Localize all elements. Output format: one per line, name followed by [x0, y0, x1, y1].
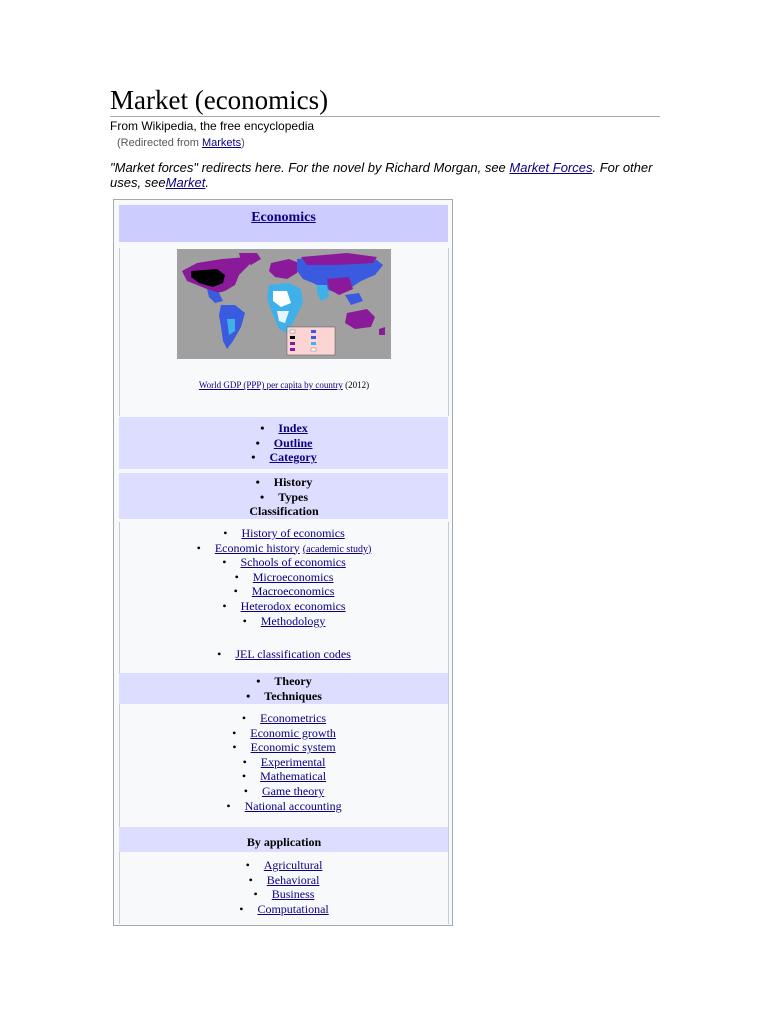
technique-link[interactable]: Game theory — [261, 783, 325, 798]
list-item — [114, 541, 454, 556]
hatnote-text-1: "Market forces" redirects here. For the novel by Richard Morgan, see — [110, 160, 510, 175]
world-map-image — [177, 249, 391, 359]
section1-list — [114, 475, 454, 504]
list-item — [114, 599, 454, 614]
application-link[interactable]: Agricultural — [263, 858, 323, 872]
list-item — [114, 450, 454, 465]
map-caption-link[interactable]: World GDP (PPP) per capita by country — [198, 380, 343, 390]
list-item — [114, 769, 454, 784]
application-header: By application — [246, 835, 322, 849]
redirect-link-markets[interactable]: Markets — [201, 137, 242, 149]
list-item — [114, 902, 454, 917]
list-item — [114, 726, 454, 741]
list-item — [114, 784, 454, 799]
technique-link[interactable]: Mathematical — [260, 769, 327, 784]
list-item: • Theory — [114, 674, 454, 689]
hatnote-text-2: . For other uses, see — [110, 160, 653, 190]
page-title: Market (economics) — [110, 84, 660, 117]
list-item — [114, 570, 454, 585]
redirect-prefix: (Redirected from — [117, 137, 202, 149]
list-item — [114, 740, 454, 755]
redirect-note — [117, 137, 245, 149]
section2-list — [114, 674, 454, 703]
list-item: • Techniques — [114, 689, 454, 704]
hatnote-text-3: . — [205, 175, 210, 190]
classification-link[interactable]: Schools of economics — [240, 555, 346, 570]
economics-infobox — [113, 199, 453, 926]
redirect-suffix: ) — [241, 137, 245, 149]
map-caption-year: (2012) — [342, 380, 370, 390]
list-item — [114, 873, 454, 888]
classification-link[interactable]: Macroeconomics — [251, 584, 335, 599]
hatnote-link-market[interactable]: Market — [165, 175, 206, 190]
classification-links-list — [114, 526, 454, 628]
index-link[interactable]: Index — [278, 421, 308, 435]
list-item — [114, 555, 454, 570]
divider — [448, 248, 449, 416]
divider — [119, 248, 120, 416]
economics-header-link[interactable]: Economics — [251, 210, 316, 225]
technique-link[interactable]: Economic growth — [250, 725, 336, 740]
classification-label: Classification — [249, 504, 319, 518]
application-link[interactable]: Behavioral — [266, 872, 320, 887]
nav-links-list — [114, 421, 454, 465]
technique-link[interactable]: Experimental — [260, 754, 326, 769]
infobox-header — [119, 210, 448, 226]
classification-link[interactable]: Methodology — [260, 613, 326, 628]
technique-link[interactable]: Economic system — [250, 740, 336, 755]
technique-link[interactable]: National accounting — [244, 798, 342, 813]
application-link[interactable]: Business — [271, 887, 315, 902]
world-gdp-map[interactable] — [177, 249, 391, 359]
hatnote — [110, 160, 658, 190]
map-caption — [114, 380, 454, 390]
list-item — [114, 711, 454, 726]
classification-link-note[interactable]: (academic study) — [302, 543, 372, 555]
classification-link[interactable]: Heterodox economics — [240, 598, 346, 613]
list-item — [114, 755, 454, 770]
list-item — [114, 858, 454, 873]
application-links-list — [114, 858, 454, 916]
list-item — [114, 799, 454, 814]
application-link[interactable]: Computational — [257, 901, 329, 916]
list-item — [114, 526, 454, 541]
list-item — [114, 584, 454, 599]
list-item — [114, 436, 454, 451]
jel-classification-link[interactable]: JEL classification codes — [235, 647, 351, 661]
technique-link[interactable]: Econometrics — [260, 711, 327, 725]
outline-link[interactable]: Outline — [273, 435, 313, 450]
classification-link[interactable]: History of economics — [241, 526, 345, 540]
list-item — [114, 421, 454, 436]
classification-link[interactable]: Economic history — [214, 540, 300, 555]
techniques-links-list — [114, 711, 454, 813]
list-item: • Types — [114, 490, 454, 505]
classification-link[interactable]: Microeconomics — [252, 569, 334, 584]
list-item — [114, 887, 454, 902]
list-item — [114, 647, 454, 662]
list-item — [114, 614, 454, 629]
tagline: From Wikipedia, the free encyclopedia — [110, 119, 315, 133]
category-link[interactable]: Category — [269, 450, 317, 465]
list-item: • History — [114, 475, 454, 490]
jel-list — [114, 647, 454, 662]
hatnote-link-market-forces[interactable]: Market Forces — [509, 160, 593, 175]
